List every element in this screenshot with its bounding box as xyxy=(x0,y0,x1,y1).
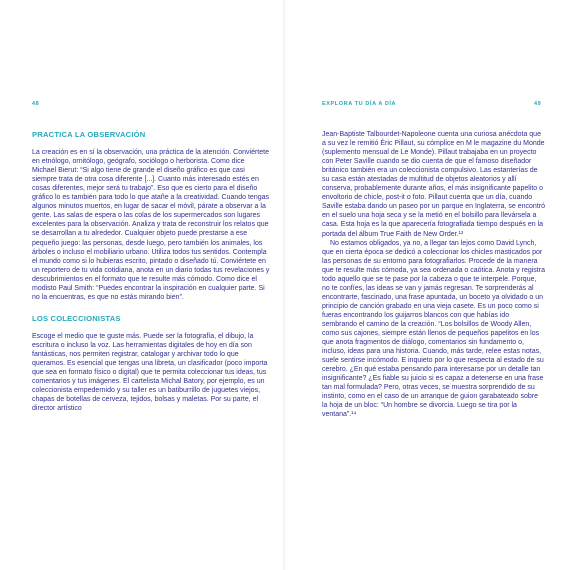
left-page-column xyxy=(32,130,270,413)
section-heading-coleccionistas: LOS COLECCIONISTAS xyxy=(32,313,121,323)
section-heading-practica: PRACTICA LA OBSERVACIÓN xyxy=(32,130,146,139)
book-gutter xyxy=(283,0,287,570)
running-head: EXPLORA TU DÍA A DÍA xyxy=(322,101,397,107)
right-page-column xyxy=(322,130,545,420)
section-body-coleccionistas: Escoge el medio que te guste más. Puede ser la fotografía, el dibujo, la escritura o incluso la voz. Las herramientas digitales de hoy en día son fantásticas, nos permiten registrar, catalogar y archivar todo lo que queramos. Es esencial que tengas una libreta, un clasificador (poco importa que sea en formato físico o digital) que te permita coleccionar tus ideas, tus comentarios y tus imágenes. El cartelista Michal Batory, por ejemplo, es un coleccionista empedernido y su taller es un batiburrillo de juguetes viejos, chapas de botellas de cerveza, tejidos, bolsas y maletas. Por su parte, el director artístico xyxy=(32,332,268,413)
paragraph-lynch-allen: No estamos obligados, ya no, a llegar tan lejos como David Lynch, que en cierta época se dedicó a coleccionar los chicles masticados por las personas de su entorno para fotografiarlos. Procede de la manera que te resulte más cómoda, ya sea ordenada o caótica. Anota y registra todo aquello que se te pase por la cabeza o que te interpele. Porque, no te confíes, las ideas se van y jamás regresan. Te sorprenderás al encontrarte, fascinado, una frase apuntada, un boceto ya olvidado o un principio de canción grabado en una vieja casete. Es un poco como si fueras encontrando los guijarros blancos con que habías ido sembrando el camino de la creación. “Los bolsillos de Woody Allen, como sus cajones, siempre están llenos de pequeños papelitos en los que anota fragmentos de diálogo, comentarios sin fundamento o, incluso, ideas para una historia. Cuando, más tarde, relee estas notas, suele sentirse incómodo. E inquieto por lo que respecta al estado de su cerebro. ¿En qué estaba pensando para interesarse por un detalle tan insignificante? ¿Es fiable su juicio si es capaz a detenerse en una frase tan mal formulada? Pero, otras veces, se muestra sorprendido de su instinto, como en el caso de un arranque de guion garabateado sobre la hoja de un bloc: “Un hombre se divorcia. Luego se tira por la ventana”.¹⁴ xyxy=(322,239,545,419)
right-page-number: 49 xyxy=(534,101,542,107)
left-page-number: 48 xyxy=(32,101,40,107)
section-body-practica: La creación es en sí la observación, una práctica de la atención. Conviértete en etnólogo, ornitólogo, geógrafo, sociólogo o herborista. Como dice Michael Bierut: “Si algo tiene de grande el diseño gráfico es que casi siempre trata de otra cosa diferente [...]. Cuanto más interesado estés en cosas diferentes, mejor será tu trabajo”. Eso que es cierto para el diseño gráfico lo es también para todo lo que atañe a la creatividad. Cuando tengas algunos minutos muertos, en lugar de sacar el móvil, párate a observar a la gente. Las salas de espera o las colas de los supermercados son lugares excelentes para la observación. Analiza y trata de reconstruir los relatos que se desarrollan a tu alrededor. Cualquier objeto puede prestarse a ese pequeño juego: las personas, desde luego, pero también los animales, los árboles o incluso el mobiliario urbano. Utiliza todos tus sentidos. Contempla el mundo como si lo hubieras escrito, pintado o diseñado tú. Conviértete en un reportero de tu vida cotidiana, anota en un diario todas tus revelaciones y descubrimientos en el formato que te resulte más cómodo. Como dice el modisto Paul Smith: “Puedes encontrar la inspiración en cualquier parte. Si no la encuentras, es que no estás mirando bien”. xyxy=(32,149,270,301)
paragraph-saville: Jean-Baptiste Talbourdet-Napoleone cuenta una curiosa anécdota que a su vez le remitió Éric Pillaut, su cómplice en M le magazine du Monde (suplemento mensual de Le Monde). Pillaut trabajaba en un proyecto con Peter Saville cuando se dio cuenta de que el famoso diseñador británico también era un coleccionista compulsivo. Las estanterías de su casa están atestadas de multitud de objetos aleatorios y allí conserva, probablemente durante años, el más insignificante papelito o envoltorio de chicle, post-it o foto. Pillaut cuenta que un día, cuando Saville estaba dando un paseo por un parque en Inglaterra, se encontró en el suelo una hoja seca y se la metió en el bolsillo para llevársela a casa. Esta hoja es la que aparecería fotografiada tiempo después en la portada del álbum True Faith de New Order.¹³ xyxy=(322,131,545,238)
